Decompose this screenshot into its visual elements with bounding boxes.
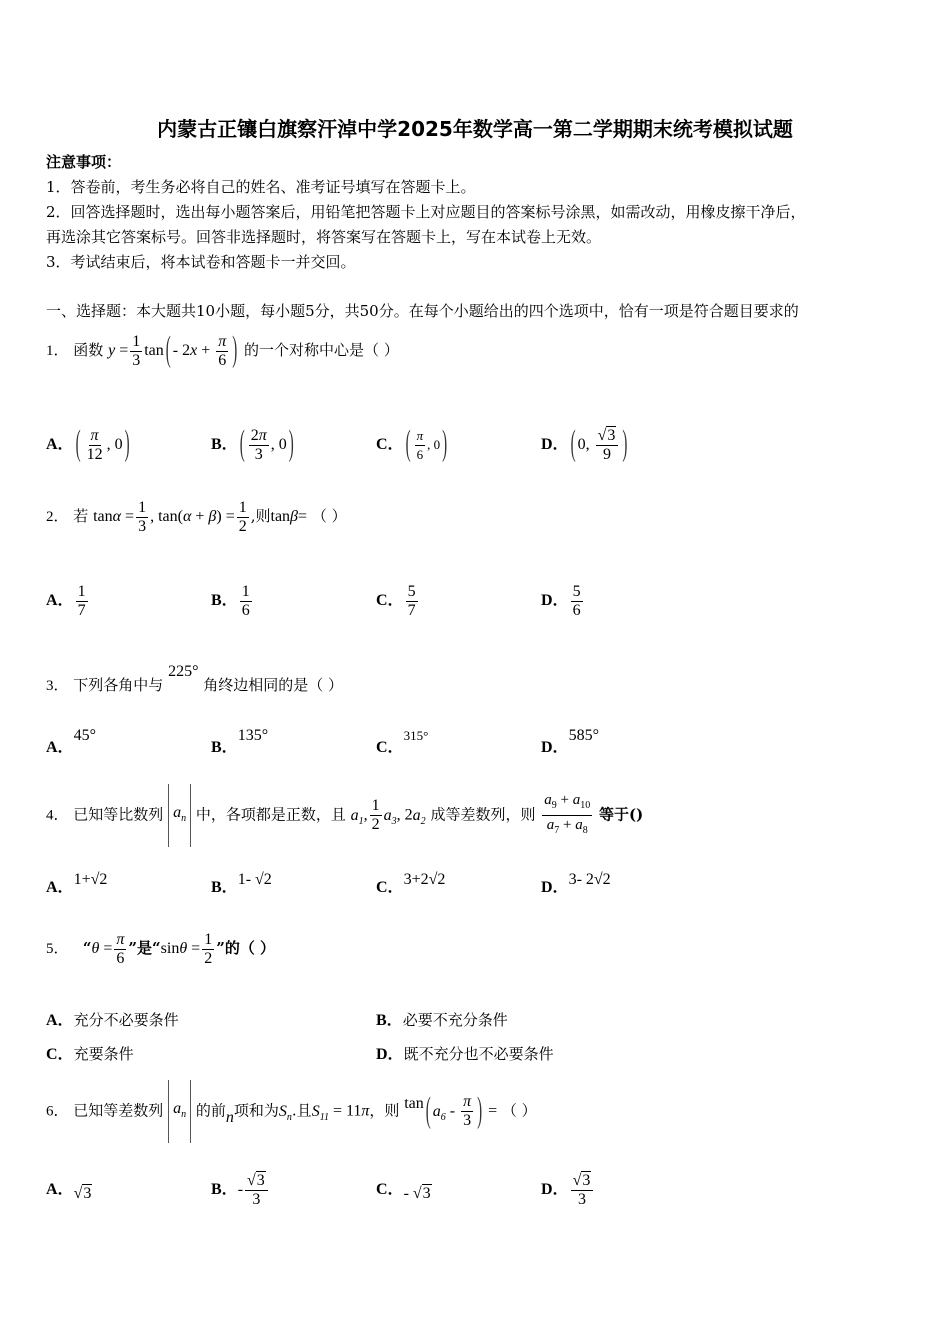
q6-option-a[interactable]: A．√3	[46, 1181, 92, 1202]
q6-option-c[interactable]: C．- √3	[376, 1181, 431, 1202]
q5-option-c[interactable]: C．充要条件	[46, 1045, 134, 1063]
note-3: 3．考试结束后，将本试卷和答题卡一并交回。	[46, 253, 356, 271]
page-title: 内蒙古正镶白旗察汗淖中学2025年数学高一第二学期期末统考模拟试题	[157, 117, 793, 141]
q1-option-d[interactable]: D． ( 0, $\frac{√3}{9}$ )	[541, 425, 628, 465]
q1-option-b[interactable]: B． ( $\frac{2\pi}{3}$ , 0 )	[211, 425, 294, 465]
note-1: 1．答卷前，考生务必将自己的姓名、准考证号填写在答题卡上。	[46, 178, 476, 196]
question-6: 6． 已知等差数列 $a_n$ 的前n项和为$S_n$.且$S_{11} = 11\pi$，则 tan ( $a_6$ - $\frac{\pi}{3}$ ) = （ ）	[46, 1080, 537, 1146]
note-2a: 2．回答选择题时，选出每小题答案后，用铅笔把答题卡上对应题目的答案标号涂黑，如需改动，用橡皮擦干净后，	[46, 203, 806, 221]
question-5: 5． “θ = $\frac{\pi}{6}$ ”是“sinθ = $\frac{1}{2}$ ”的（ ）	[46, 930, 276, 967]
q3-option-a[interactable]: A．45°	[46, 727, 96, 756]
q4-option-a[interactable]: A．1+√2	[46, 871, 108, 896]
note-2b: 再选涂其它答案标号。回答非选择题时，将答案写在答题卡上，写在本试卷上无效。	[46, 228, 602, 246]
q2-option-d[interactable]: D． $\frac{5}{6}$	[541, 582, 581, 619]
q4-option-d[interactable]: D．3- 2√2	[541, 871, 611, 896]
q2-option-b[interactable]: B． $\frac{1}{6}$	[211, 582, 250, 619]
q4-option-b[interactable]: B．1- √2	[211, 871, 272, 896]
q1-option-c[interactable]: C． ( $\frac{\pi}{6}$ , 0 )	[376, 425, 448, 465]
section-heading: 一、选择题：本大题共10小题，每小题5分，共50分。在每个小题给出的四个选项中，恰有一项是符合题目要求的	[46, 302, 799, 320]
q5-option-a[interactable]: A．充分不必要条件	[46, 1011, 179, 1029]
question-number: 1．	[46, 343, 69, 359]
q6-option-b[interactable]: B．- $\frac{√3}{3}$	[211, 1165, 270, 1214]
q5-option-b[interactable]: B．必要不充分条件	[376, 1011, 508, 1029]
q3-option-b[interactable]: B．135°	[211, 727, 269, 756]
q3-option-c[interactable]: C．315°	[376, 728, 429, 756]
question-1: 1． 函数 y = $\frac{1}{3}$ tan ( - 2x + $\frac{\pi}{6}$ ) 的一个对称中心是（ ）	[46, 331, 399, 371]
q3-option-d[interactable]: D．585°	[541, 727, 599, 756]
q5-option-d[interactable]: D．既不充分也不必要条件	[376, 1045, 554, 1063]
q1-option-a[interactable]: A． ( $\frac{\pi}{12}$ , 0 )	[46, 425, 130, 465]
angle-value: 225°	[168, 663, 199, 680]
q2-option-a[interactable]: A． $\frac{1}{7}$	[46, 582, 86, 619]
q6-option-d[interactable]: D． $\frac{√3}{3}$	[541, 1165, 595, 1214]
question-4: 4． 已知等比数列 $a_n$ 中，各项都是正数，且 $a_1$, $\frac{1}{2}$ $a_3$, $2a_2$ 成等差数列，则 $\frac{a_9 + a_{10}}{a_7 + a_8}$ 等于()	[46, 784, 643, 850]
question-2: 2． 若 tanα = $\frac{1}{3}$ , tan(α + β) = $\frac{1}{2}$ ,则tanβ= （ ）	[46, 498, 347, 535]
notes-heading: 注意事项：	[46, 153, 122, 171]
q4-option-c[interactable]: C．3+2√2	[376, 871, 446, 896]
q2-option-c[interactable]: C． $\frac{5}{7}$	[376, 582, 416, 619]
question-3: 3． 下列各角中与 225° 角终边相同的是（ ）	[46, 663, 344, 694]
